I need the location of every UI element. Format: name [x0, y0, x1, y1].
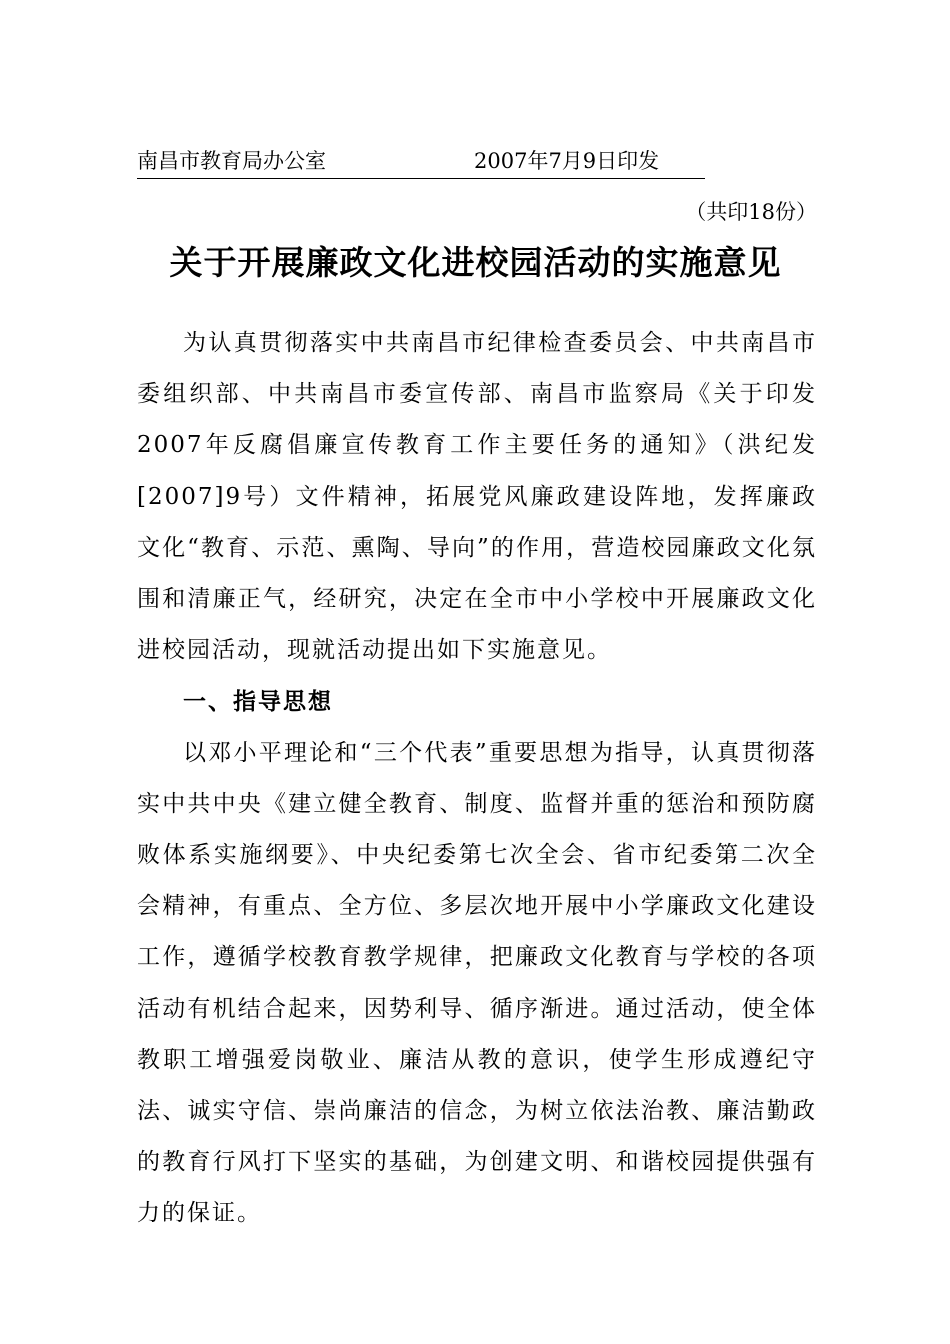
intro-paragraph: 为认真贯彻落实中共南昌市纪律检查委员会、中共南昌市委组织部、中共南昌市委宣传部、南昌市监察局《关于印发2007年反腐倡廉宣传教育工作主要任务的通知》（洪纪发[2007]9号）文件精神，拓展党风廉政建设阵地，发挥廉政文化“教育、示范、熏陶、导向”的作用，营造校园廉政文化氛围和清廉正气，经研究，决定在全市中小学校中开展廉政文化进校园活动，现就活动提出如下实施意见。: [137, 330, 817, 664]
section-heading-guiding-ideology: 一、指导思想: [183, 688, 333, 716]
document-body: [137, 318, 817, 1240]
document-title: 关于开展廉政文化进校园活动的实施意见: [169, 243, 782, 282]
issuer-line: [137, 146, 705, 179]
section-paragraph-guiding-ideology: 以邓小平理论和“三个代表”重要思想为指导，认真贯彻落实中共中央《建立健全教育、制度、监督并重的惩治和预防腐败体系实施纲要》、中央纪委第七次全会、省市纪委第二次全会精神，有重点、全方位、多层次地开展中小学廉政文化建设工作，遵循学校教育教学规律，把廉政文化教育与学校的各项活动有机结合起来，因势利导、循序渐进。通过活动，使全体教职工增强爱岗敬业、廉洁从教的意识，使学生形成遵纪守法、诚实守信、崇尚廉洁的信念，为树立依法治教、廉洁勤政的教育行风打下坚实的基础，为创建文明、和谐校园提供强有力的保证。: [137, 739, 817, 1227]
issue-date: 2007年7月9日印发: [474, 149, 660, 173]
issuer-office: 南昌市教育局办公室: [137, 149, 326, 173]
print-copies-note: （共印18份）: [685, 200, 817, 224]
